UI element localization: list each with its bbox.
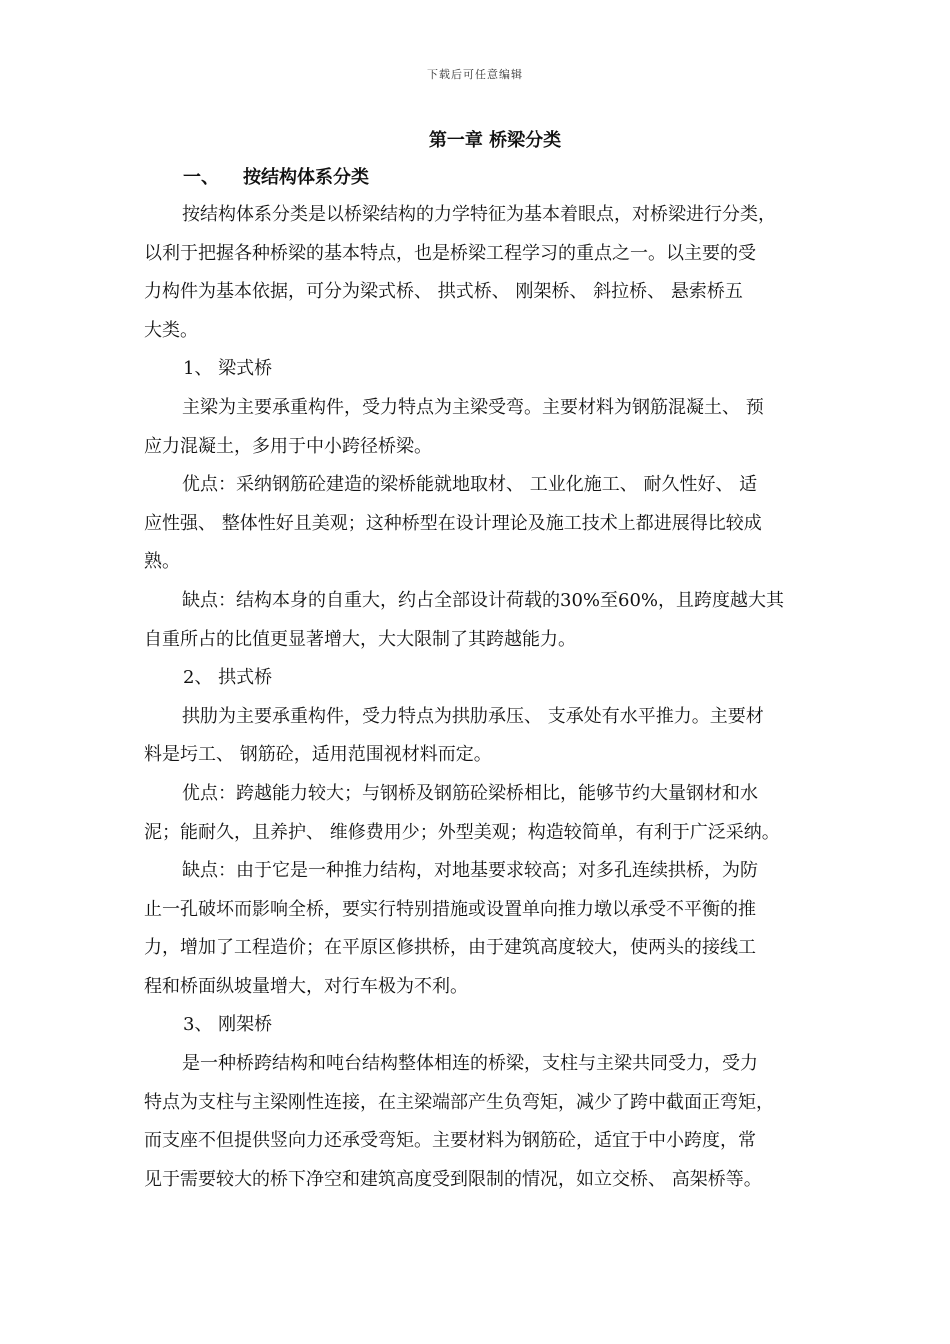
paragraph-line: 优点：采纳钢筋砼建造的梁桥能就地取材、 工业化施工、 耐久性好、 适 <box>182 474 758 496</box>
paragraph-line: 缺点：结构本身的自重大，约占全部设计荷载的30%至60%，且跨度越大其 <box>182 589 785 611</box>
paragraph-line: 自重所占的比值更显著增大，大大限制了其跨越能力。 <box>144 628 576 650</box>
section-title-text: 按结构体系分类 <box>243 167 369 188</box>
paragraph-line: 力构件为基本依据，可分为梁式桥、 拱式桥、 刚架桥、 斜拉桥、 悬索桥五 <box>144 281 743 303</box>
paragraph-line: 主梁为主要承重构件，受力特点为主梁受弯。主要材料为钢筋混凝土、 预 <box>182 396 764 418</box>
paragraph-line: 程和桥面纵坡量增大，对行车极为不利。 <box>144 975 468 997</box>
paragraph-line: 大类。 <box>144 319 198 341</box>
paragraph-line: 见于需要较大的桥下净空和建筑高度受到限制的情况，如立交桥、 高架桥等。 <box>144 1168 762 1190</box>
subheading-arch-bridge: 2、 拱式桥 <box>183 667 273 689</box>
body-text <box>144 196 808 1199</box>
page-header-note: 下载后可任意编辑 <box>427 68 523 81</box>
paragraph-line: 缺点：由于它是一种推力结构，对地基要求较高；对多孔连续拱桥，为防 <box>182 860 758 882</box>
paragraph-line: 特点为支柱与主梁刚性连接，在主梁端部产生负弯矩，减少了跨中截面正弯矩， <box>144 1091 774 1113</box>
section-heading <box>183 163 369 189</box>
paragraph-line: 拱肋为主要承重构件，受力特点为拱肋承压、 支承处有水平推力。主要材 <box>182 705 764 727</box>
subheading-rigid-frame-bridge: 3、 刚架桥 <box>183 1014 273 1036</box>
paragraph-line: 应力混凝土，多用于中小跨径桥梁。 <box>144 435 432 457</box>
paragraph-line: 泥；能耐久，且养护、 维修费用少；外型美观；构造较简单，有利于广泛采纳。 <box>144 821 780 843</box>
paragraph-line: 优点：跨越能力较大；与钢桥及钢筋砼梁桥相比，能够节约大量钢材和水 <box>182 782 758 804</box>
paragraph-line: 以利于把握各种桥梁的基本特点，也是桥梁工程学习的重点之一。以主要的受 <box>144 242 756 264</box>
paragraph-line: 止一孔破坏而影响全桥，要实行特别措施或设置单向推力墩以承受不平衡的推 <box>144 898 756 920</box>
chapter-title: 第一章 桥梁分类 <box>428 130 562 151</box>
paragraph-line: 力，增加了工程造价；在平原区修拱桥，由于建筑高度较大，使两头的接线工 <box>144 937 756 959</box>
paragraph-line: 是一种桥跨结构和吨台结构整体相连的桥梁，支柱与主梁共同受力，受力 <box>182 1053 758 1075</box>
paragraph-line: 应性强、 整体性好且美观；这种桥型在设计理论及施工技术上都进展得比较成 <box>144 512 762 534</box>
paragraph-line: 按结构体系分类是以桥梁结构的力学特征为基本着眼点，对桥梁进行分类， <box>182 204 776 225</box>
subheading-beam-bridge: 1、 梁式桥 <box>183 358 273 380</box>
section-number: 一、 <box>183 167 219 188</box>
paragraph-line: 熟。 <box>144 551 180 573</box>
paragraph-line: 而支座不但提供竖向力还承受弯矩。主要材料为钢筋砼，适宜于中小跨度，常 <box>144 1130 756 1152</box>
paragraph-line: 料是圬工、 钢筋砼，适用范围视材料而定。 <box>144 744 492 766</box>
